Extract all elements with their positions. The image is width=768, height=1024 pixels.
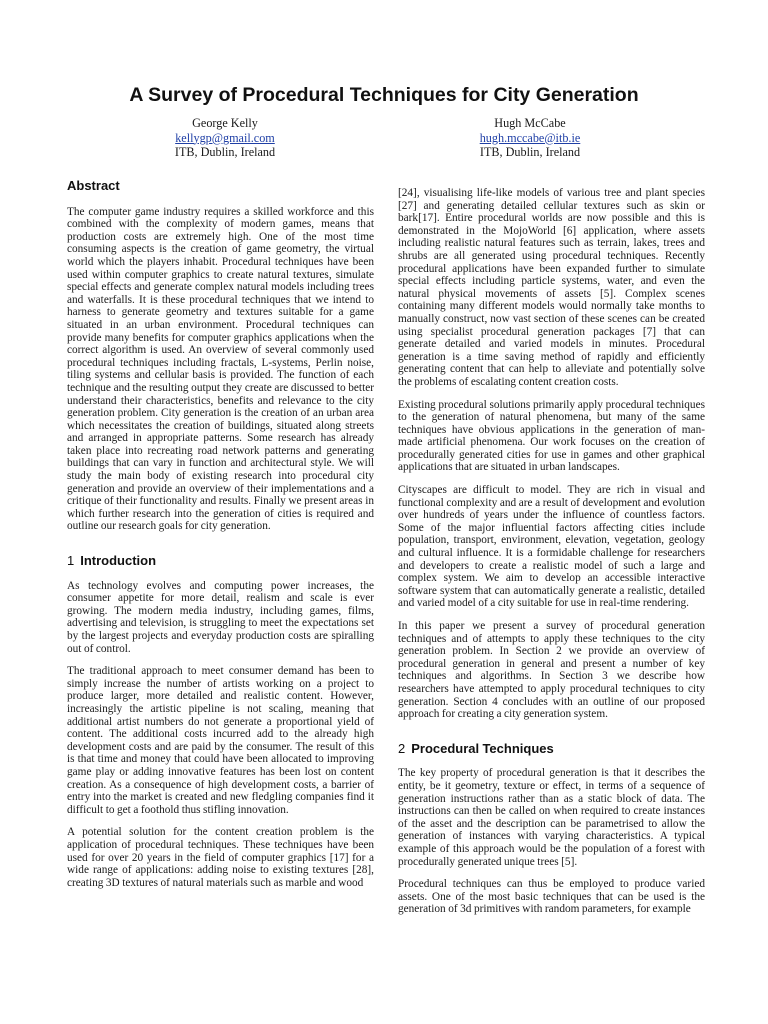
- section-1-heading: [67, 555, 374, 568]
- paragraph: [24], visualising life-like models of various tree and plant species [27] and generating detailed cellular textures such as skin or bark[17]. Entire procedural worlds are now possible and this is demonstrated in the MojoWorld [6] application, where assets including realistic natural features such as terrain, lakes, trees and shrubs are all generated using procedural techniques. Recently procedural applications have been expanded further to simulate special effects including particle systems, water, and even the natural physical movements of assets [5]. Complex scenes containing many different models would normally take months to manually construct, now vast section of these scenes can be created using specialist procedural generation packages [7] that can generate detailed and varied models in minutes. Procedural generation is a time saving method of rapidly and efficiently generating content that can help to alleviate and potentially solve the problems of escalating content creation costs.: [398, 187, 705, 388]
- author-email-link[interactable]: hugh.mccabe@itb.ie: [479, 130, 581, 145]
- section-title: Procedural Techniques: [411, 740, 554, 756]
- paragraph: As technology evolves and computing power increases, the consumer appetite for more detail, realism and scale is ever growing. The modern media industry, including games, films, advertising and television, is struggling to meet the expectations set by the largest projects and everyday production costs are spiralling out of control.: [67, 579, 374, 655]
- paragraph: Existing procedural solutions primarily apply procedural techniques to the generation of natural phenomena, but many of the same techniques have obvious applications in the generation of man-made artificial phenomena. Our work focuses on the creation of procedurally generated cities for use in games and other graphical applications that are situated in urban landscapes.: [398, 398, 705, 474]
- paragraph: Procedural techniques can thus be employed to produce varied assets. One of the most basic techniques that can be used is the generation of 3d primitives with random parameters, for example: [398, 878, 705, 916]
- paragraph: The key property of procedural generation is that it describes the entity, be it geometry, texture or effect, in terms of a sequence of generation instructions rather than as a static block of data. The instructions can then be called on when required to create instances of the asset and the description can be parametrised to allow the generation of instances with varying characteristics. A typical example of this approach would be the population of a forest with procedurally generated unique trees [5].: [398, 767, 705, 868]
- author-email-link[interactable]: kellygp@gmail.com: [175, 130, 275, 145]
- author-block-2: [420, 116, 640, 160]
- abstract-heading: Abstract: [67, 178, 120, 193]
- right-column: [398, 187, 705, 926]
- paragraph: The traditional approach to meet consumer demand has been to simply increase the number of artists working on a project to produce larger, more detailed and realistic content. However, increasingly the artistic pipeline is not scaling, meaning that additional artist numbers do not generate a proportional yield of content. The additional costs incurred add to the already high development costs and are paid by the consumer. The result of this is that time and money that could have been allocated to improving game play or adding innovative features has been lost on content creation. As a consequence of high development costs, a barrier of entry into the market is created and new fledgling companies find it difficult to get a foothold thus stifling innovation.: [67, 665, 374, 816]
- section-title: Introduction: [80, 553, 157, 569]
- author-name: George Kelly: [192, 116, 258, 130]
- paragraph: Cityscapes are difficult to model. They are rich in visual and functional complexity and are a result of development and evolution over hundreds of years under the influence of countless factors. Some of the major influential factors affecting cities include population, transport, environment, elevation, vegetation, geology and cultural influence. It is a formidable challenge for researchers and developers to create a realistic model of such a large and complex system. We aim to develop an accessible interactive software system that can automatically generate a realistic, detailed and varied model of a city suitable for use in real-time rendering.: [398, 484, 705, 610]
- abstract-text: The computer game industry requires a skilled workforce and this combined with the complexity of modern games, means that production costs are extremely high. One of the most time consuming aspects is the creation of game geometry, the virtual world which the players inhabit. Procedural techniques have been used within computer graphics to create natural textures, simulate special effects and generate complex natural models including trees and waterfalls. It is these procedural techniques that we intend to harness to generate geometry and textures suitable for a game situated in an urban environment. Procedural techniques can provide many benefits for computer graphics applications when the correct algorithm is used. An overview of several commonly used procedural techniques including fractals, L-systems, Perlin noise, tiling systems and cellular basis is provided. The function of each technique and the resulting output they create are discussed to better understand their characteristics, benefits and relevance to the city generation problem. City generation is the creation of an urban area which necessitates the creation of buildings, situated along streets and arranged in appropriate patterns. Some research has already taken place into recreating road network patterns and generating buildings that can vary in function and architectural style. We will study the main body of existing research into procedural city generation and provide an overview of their implementations and a critique of their functionality and results. Finally we present areas in which further research into the generation of cities is required and outline our research goals for city generation.: [67, 205, 374, 533]
- section-2-heading: [398, 740, 705, 756]
- author-name: Hugh McCabe: [494, 116, 566, 130]
- author-affiliation: ITB, Dublin, Ireland: [174, 145, 276, 159]
- section-number: 2: [398, 740, 406, 756]
- author-block-1: [115, 116, 335, 160]
- left-column: [67, 180, 374, 899]
- author-affiliation: ITB, Dublin, Ireland: [479, 145, 581, 159]
- paragraph: In this paper we present a survey of procedural generation techniques and of attempts to apply these techniques to the city generation problem. In Section 2 we provide an overview of procedural generation in general and present a number of key techniques and algorithms. In Section 3 we describe how researchers have attempted to apply procedural techniques to city generation. Section 4 concludes with an outline of our proposed approach for creating a city generation system.: [398, 620, 705, 721]
- paper-title: A Survey of Procedural Techniques for City Generation: [129, 84, 639, 106]
- paragraph: A potential solution for the content creation problem is the application of procedural techniques. These techniques have been used for over 20 years in the field of computer graphics [17] for a wide range of applications: adding noise to existing textures [28], creating 3D textures of natural materials such as marble and wood: [67, 826, 374, 889]
- section-number: 1: [67, 553, 75, 569]
